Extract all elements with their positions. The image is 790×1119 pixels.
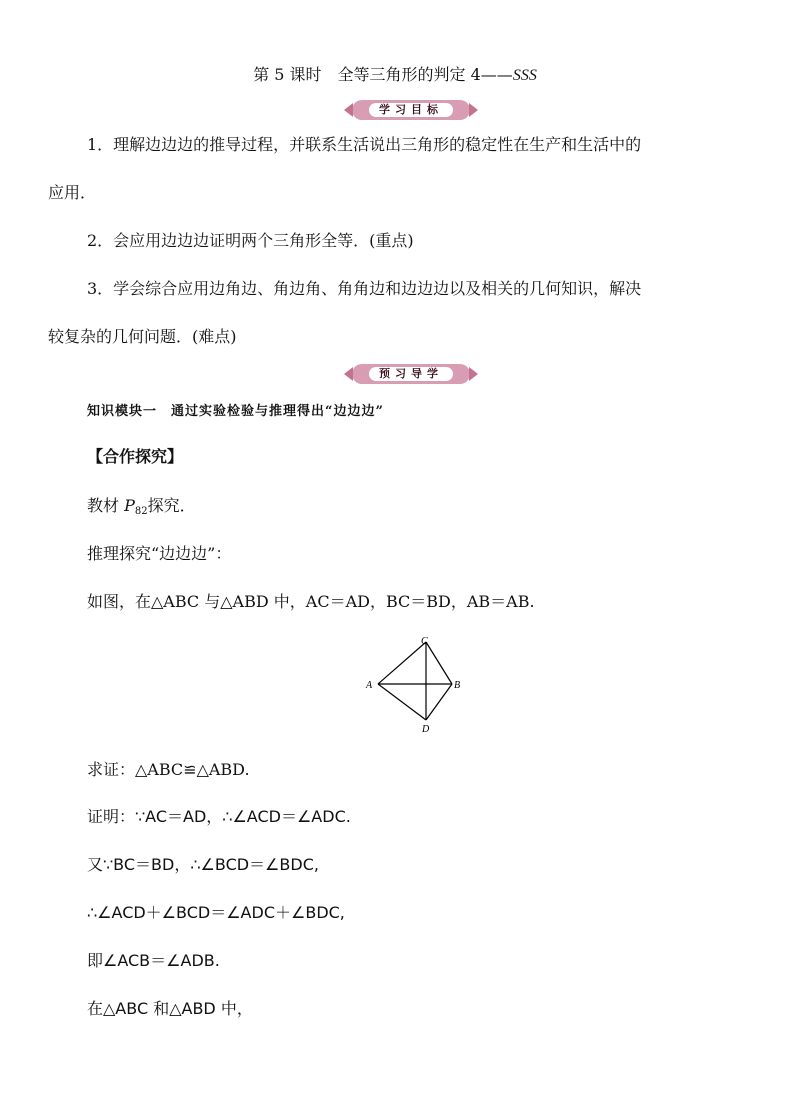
objective-3-line1: 3．学会综合应用边角边、角边角、角角边和边边边以及相关的几何知识，解决 xyxy=(87,279,642,298)
segment-bd xyxy=(426,684,452,720)
objective-3-line2: 较复杂的几何问题．(难点) xyxy=(48,327,237,346)
objective-1-line2: 应用． xyxy=(48,183,97,202)
segment-da xyxy=(378,684,426,720)
given-statement: 如图，在△ABC 与△ABD 中，AC＝AD，BC＝BD，AB＝AB. xyxy=(87,592,535,611)
section-heading: 【合作探究】 xyxy=(87,447,184,466)
proof-line-3: ∴∠ACD＋∠BCD＝∠ADC＋∠BDC, xyxy=(87,903,345,922)
textbook-suffix: 探究． xyxy=(147,496,196,515)
label-b: B xyxy=(454,680,461,691)
label-c: C xyxy=(421,636,428,647)
textbook-page-number: 82 xyxy=(134,506,148,517)
textbook-prefix: 教材 xyxy=(87,496,125,515)
proof-line-1: 证明：∵AC＝AD，∴∠ACD＝∠ADC. xyxy=(87,807,351,826)
segment-cb xyxy=(426,642,452,684)
banner-right-arrow-icon xyxy=(469,367,478,381)
objective-2: 2．会应用边边边证明两个三角形全等．(重点) xyxy=(87,231,414,250)
quadrilateral-figure xyxy=(360,632,470,737)
proof-line-5: 在△ABC 和△ABD 中， xyxy=(87,999,253,1018)
preview-banner xyxy=(352,364,470,384)
textbook-page-letter: P xyxy=(124,496,135,515)
objective-1-line1: 1．理解边边边的推导过程，并联系生活说出三角形的稳定性在生产和生活中的 xyxy=(87,135,642,154)
label-d: D xyxy=(422,724,430,735)
preview-banner-label: 预习导学 xyxy=(369,367,453,381)
proof-line-4: 即∠ACB＝∠ADB. xyxy=(87,951,220,970)
prove-statement: 求证：△ABC≌△ABD. xyxy=(87,760,250,779)
title-sss: SSS xyxy=(512,67,537,84)
module-heading: 知识模块一 通过实验检验与推理得出“边边边” xyxy=(87,404,384,419)
explore-title: 推理探究“边边边”： xyxy=(87,544,232,563)
title-main: 第 5 课时 全等三角形的判定 4—— xyxy=(253,65,513,84)
banner-right-arrow-icon xyxy=(469,103,478,117)
textbook-reference xyxy=(87,496,196,522)
proof-line-2: 又∵BC＝BD，∴∠BCD＝∠BDC, xyxy=(87,855,319,874)
banner-left-arrow-icon xyxy=(344,367,353,381)
banner-left-arrow-icon xyxy=(344,103,353,117)
page-title xyxy=(0,62,790,85)
segment-ac xyxy=(378,642,426,684)
objectives-banner xyxy=(352,100,470,120)
label-a: A xyxy=(366,680,373,691)
objectives-banner-label: 学习目标 xyxy=(369,103,453,117)
